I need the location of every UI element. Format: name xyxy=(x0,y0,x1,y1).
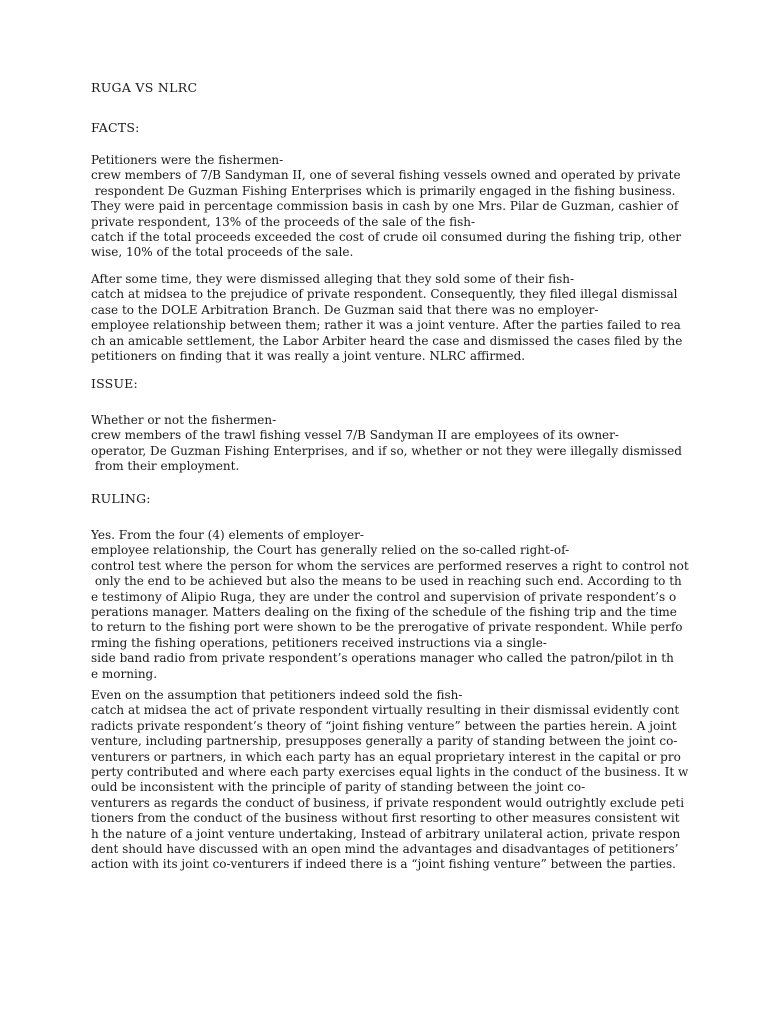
text-line: venturers or partners, in which each party has an equal proprietary interest in the capital or pro xyxy=(91,749,681,764)
facts-heading: FACTS: xyxy=(91,120,140,135)
facts-paragraph-2 xyxy=(91,272,731,364)
text-line: Whether or not the fishermen- xyxy=(91,413,277,427)
ruling-paragraph-2 xyxy=(91,688,731,873)
text-line: wise, 10% of the total proceeds of the sale. xyxy=(91,245,354,260)
text-line: to return to the fishing port were shown to be the prerogative of private respondent. While perfo xyxy=(91,620,683,635)
text-line: Even on the assumption that petitioners indeed sold the fish- xyxy=(91,688,463,702)
text-line: perations manager. Matters dealing on the fixing of the schedule of the fishing trip and the time xyxy=(91,605,677,620)
text-line: e testimony of Alipio Ruga, they are under the control and supervision of private respondent’s o xyxy=(91,589,677,604)
text-line: catch if the total proceeds exceeded the cost of crude oil consumed during the fishing trip, other xyxy=(91,230,682,245)
text-line: They were paid in percentage commission basis in cash by one Mrs. Pilar de Guzman, cashier of xyxy=(91,199,679,214)
text-line: employee relationship, the Court has generally relied on the so-called right-of- xyxy=(91,543,570,558)
ruling-paragraph-1 xyxy=(91,528,731,682)
text-line: only the end to be achieved but also the means to be used in reaching such end. According to th xyxy=(91,574,682,589)
text-line: case to the DOLE Arbitration Branch. De Guzman said that there was no employer- xyxy=(91,302,599,317)
text-line: e morning. xyxy=(91,666,158,681)
text-line: perty contributed and where each party exercises equal lights in the conduct of the business. It w xyxy=(91,765,689,780)
text-line: dent should have discussed with an open mind the advantages and disadvantages of petitioners’ xyxy=(91,842,679,857)
text-line: crew members of the trawl fishing vessel 7/B Sandyman II are employees of its owner- xyxy=(91,428,619,443)
text-line: Yes. From the four (4) elements of employer- xyxy=(91,528,364,542)
text-line: employee relationship between them; rather it was a joint venture. After the parties failed to rea xyxy=(91,318,681,333)
issue-paragraph xyxy=(91,413,731,475)
text-line: rming the fishing operations, petitioners received instructions via a single- xyxy=(91,635,547,650)
text-line: respondent De Guzman Fishing Enterprises which is primarily engaged in the fishing business. xyxy=(91,183,676,198)
text-line: venturers as regards the conduct of business, if private respondent would outrightly exclude peti xyxy=(91,795,685,810)
text-line: petitioners on finding that it was really a joint venture. NLRC affirmed. xyxy=(91,349,526,364)
text-line: control test where the person for whom the services are performed reserves a right to control not xyxy=(91,558,689,573)
text-line: ould be inconsistent with the principle of parity of standing between the joint co- xyxy=(91,780,586,795)
text-line: venture, including partnership, presupposes generally a parity of standing between the joint co- xyxy=(91,734,678,749)
ruling-heading: RULING: xyxy=(91,491,151,506)
text-line: from their employment. xyxy=(91,459,240,474)
text-line: catch at midsea to the prejudice of private respondent. Consequently, they filed illegal dismissal xyxy=(91,287,678,302)
issue-heading: ISSUE: xyxy=(91,376,138,391)
facts-paragraph-1 xyxy=(91,153,731,261)
text-line: crew members of 7/B Sandyman II, one of several fishing vessels owned and operated by private xyxy=(91,168,681,183)
text-line: catch at midsea the act of private respondent virtually resulting in their dismissal evidently cont xyxy=(91,703,680,718)
text-line: tioners from the conduct of the business without first resorting to other measures consistent wit xyxy=(91,811,680,826)
text-line: operator, De Guzman Fishing Enterprises, and if so, whether or not they were illegally dismissed xyxy=(91,443,682,458)
text-line: radicts private respondent’s theory of “joint fishing venture” between the parties herein. A joint xyxy=(91,718,677,733)
text-line: side band radio from private respondent’s operations manager who called the patron/pilot in th xyxy=(91,651,674,666)
text-line: action with its joint co-venturers if indeed there is a “joint fishing venture” between the parties. xyxy=(91,857,676,872)
text-line: private respondent, 13% of the proceeds of the sale of the fish- xyxy=(91,214,476,229)
text-line: ch an amicable settlement, the Labor Arbiter heard the case and dismissed the cases filed by the xyxy=(91,333,683,348)
text-line: Petitioners were the fishermen- xyxy=(91,153,284,167)
text-line: h the nature of a joint venture undertaking, Instead of arbitrary unilateral action, private respon xyxy=(91,826,681,841)
text-line: After some time, they were dismissed alleging that they sold some of their fish- xyxy=(91,272,575,286)
document-title: RUGA VS NLRC xyxy=(91,80,198,95)
